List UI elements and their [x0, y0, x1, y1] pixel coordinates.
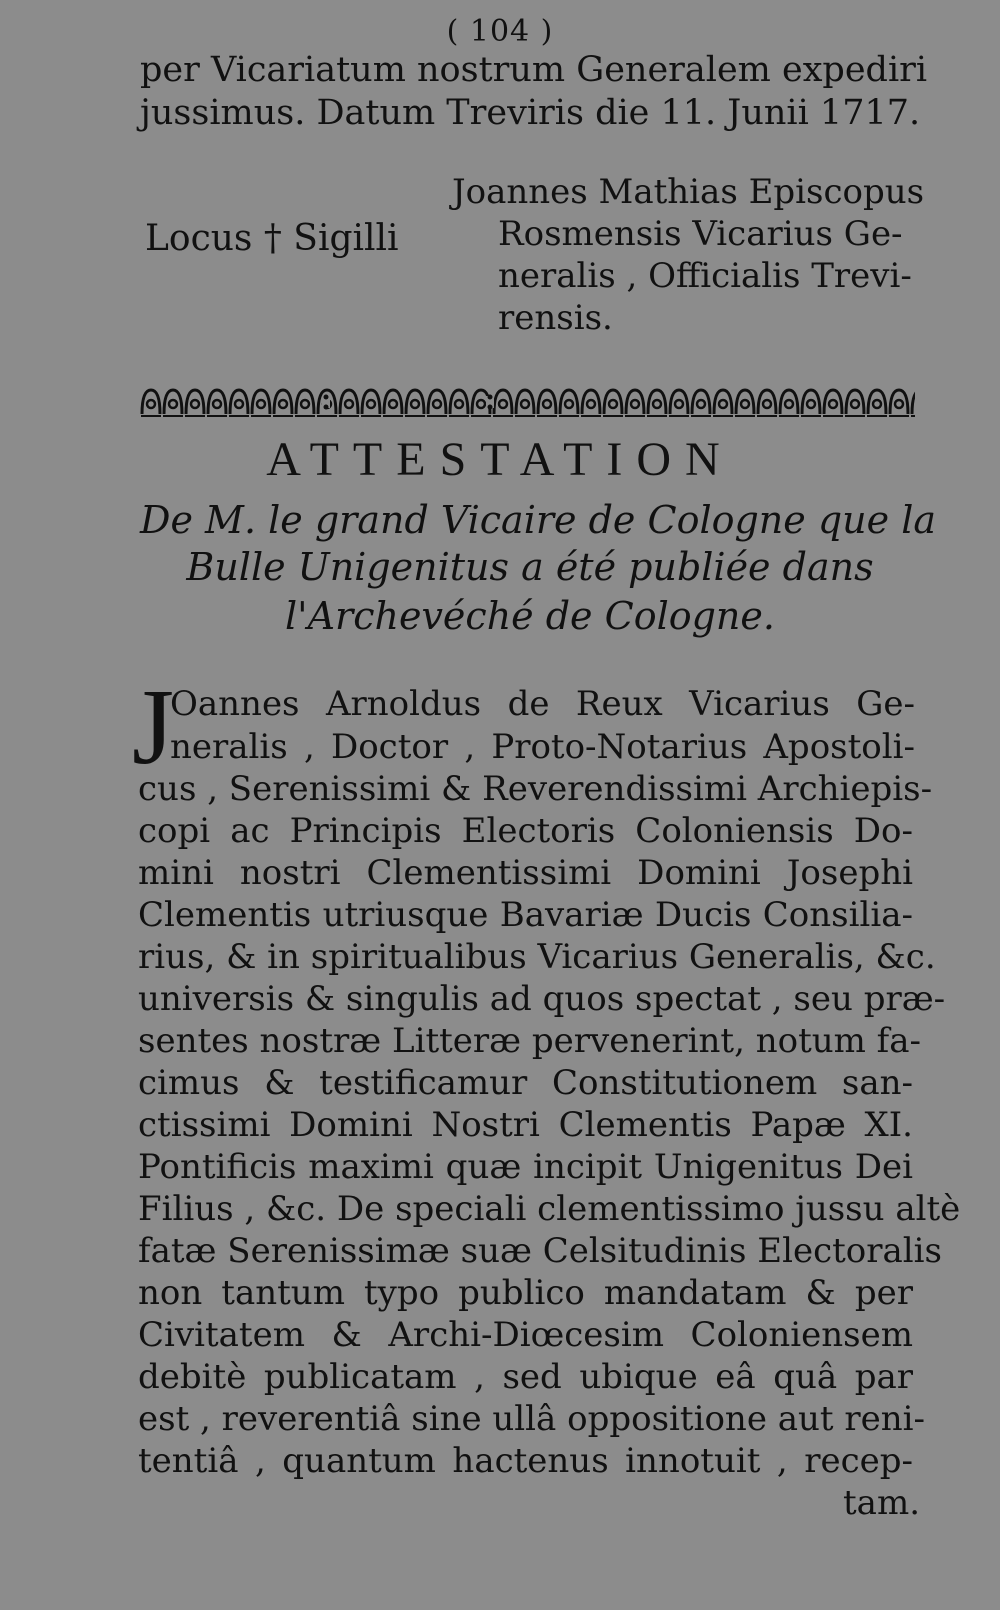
body-line-6: Clementis utriusque Bavariæ Ducis Consilia- — [138, 895, 913, 935]
body-line-11: ctissimi Domini Nostri Clementis Papæ XI. — [138, 1105, 913, 1145]
body-line-3: cus , Serenissimi & Reverendissimi Archiepis- — [138, 769, 933, 809]
final-word: tam. — [843, 1483, 920, 1523]
body-line-9: sentes nostræ Litteræ pervenerint, notum fa- — [138, 1021, 922, 1061]
body-line-16: Civitatem & Archi-Diœcesim Coloniensem — [138, 1315, 913, 1355]
subheading-line-3: l'Archevéché de Cologne. — [285, 594, 775, 638]
signature-line-2: Rosmensis Vicarius Ge- — [498, 214, 903, 254]
signature-line-4: rensis. — [498, 298, 613, 338]
body-line-4: copi ac Principis Electoris Coloniensis Do- — [138, 811, 913, 851]
body-line-2: neralis , Doctor , Proto-Notarius Apostoli- — [170, 727, 915, 767]
body-line-13: Filius , &c. De speciali clementissimo jussu altè — [138, 1189, 961, 1229]
body-line-5: mini nostri Clementissimi Domini Josephi — [138, 853, 913, 893]
body-line-10: cimus & testificamur Constitutionem san- — [138, 1063, 913, 1103]
body-line-18: est , reverentiâ sine ullâ oppositione aut reni- — [138, 1399, 926, 1439]
body-line-15: non tantum typo publico mandatam & per — [138, 1273, 913, 1313]
body-line-17: debitè publicatam , sed ubique eâ quâ par — [138, 1357, 913, 1397]
signature-line-3: neralis , Officialis Trevi- — [498, 256, 912, 296]
body-line-7: rius, & in spiritualibus Vicarius Generalis, &c. — [138, 937, 936, 977]
body-line-14: fatæ Serenissimæ suæ Celsitudinis Electoralis — [138, 1231, 942, 1271]
drop-cap: J — [132, 668, 175, 787]
body-line-12: Pontificis maximi quæ incipit Unigenitus Dei — [138, 1147, 913, 1187]
intro-line-1: per Vicariatum nostrum Generalem expediri — [140, 50, 928, 90]
section-heading: ATTESTATION — [266, 433, 734, 486]
intro-line-2: jussimus. Datum Treviris die 11. Junii 1717. — [140, 93, 921, 133]
subheading-line-2: Bulle Unigenitus a été publiée dans — [186, 545, 874, 589]
ornament-divider — [140, 382, 915, 422]
signature-line-1: Joannes Mathias Episcopus — [452, 172, 925, 212]
body-line-1: Oannes Arnoldus de Reux Vicarius Ge- — [170, 684, 915, 724]
body-line-19: tentiâ , quantum hactenus innotuit , recep- — [138, 1441, 913, 1481]
body-line-8: universis & singulis ad quos spectat , seu præ- — [138, 979, 946, 1019]
page-number: ( 104 ) — [446, 14, 554, 49]
subheading-line-1: De M. le grand Vicaire de Cologne que la — [140, 498, 937, 542]
seal-placeholder: Locus † Sigilli — [145, 218, 399, 259]
